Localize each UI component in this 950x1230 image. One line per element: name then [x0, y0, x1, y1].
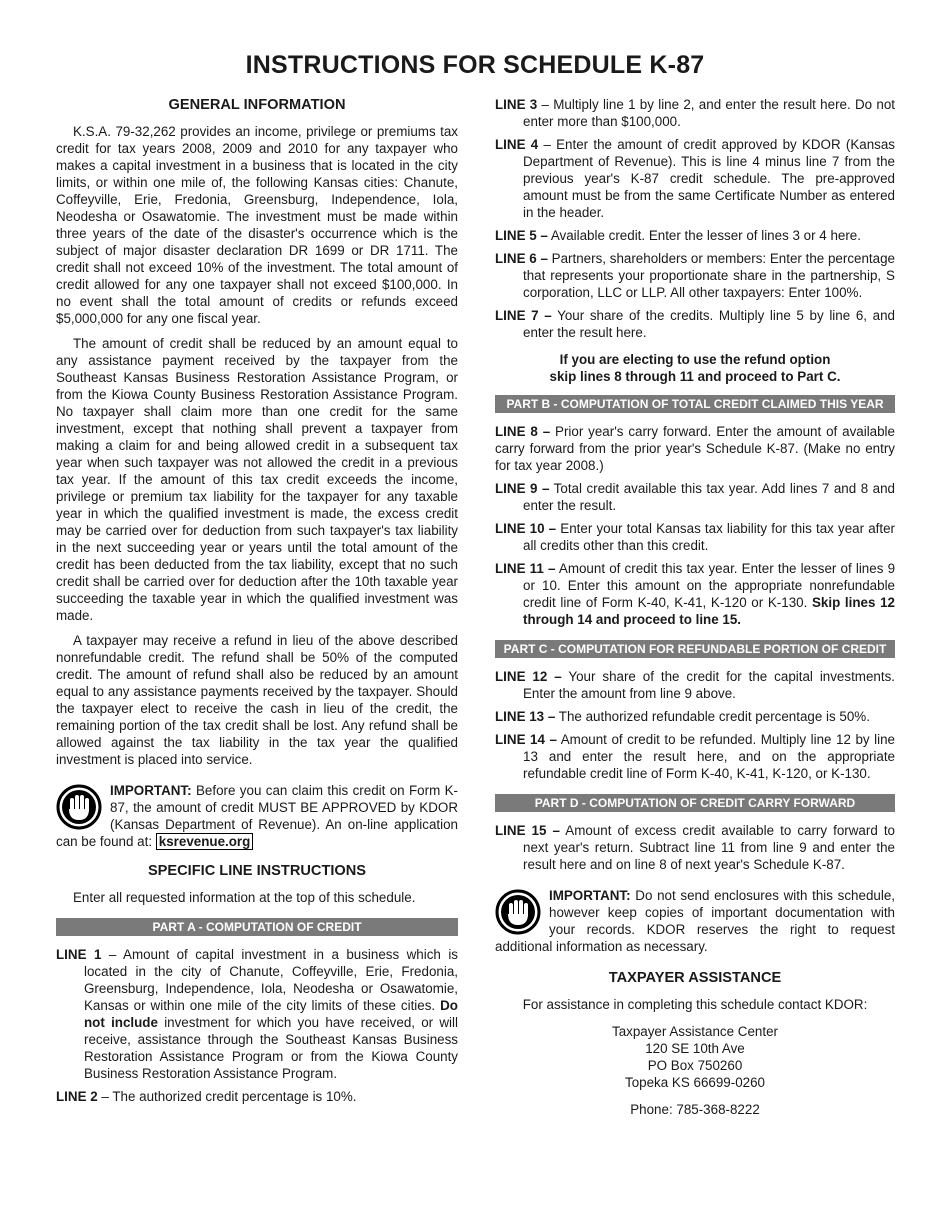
line-6-text: Partners, shareholders or members: Enter the percentage that represents your proportionate share in the partnership, S corporation, LLC or LLP. All other taxpayers: Enter 100%. [523, 251, 895, 300]
line-5-text: Available credit. Enter the lesser of lines 3 or 4 here. [550, 228, 861, 243]
part-b-bar: PART B - COMPUTATION OF TOTAL CREDIT CLAIMED THIS YEAR [495, 395, 895, 413]
line-9-instruction [495, 480, 895, 514]
line-14-label: LINE 14 – [495, 732, 557, 747]
line-1-instruction [56, 946, 458, 1082]
address-line-4: Topeka KS 66699-0260 [625, 1075, 765, 1090]
line-13-instruction [495, 708, 895, 725]
line-2-label: LINE 2 [56, 1089, 98, 1104]
line-1-bold: Do not include [84, 998, 458, 1030]
line-6-instruction [495, 250, 895, 301]
line-2-instruction [56, 1088, 458, 1105]
line-8-instruction [495, 423, 895, 474]
line-1-label: LINE 1 [56, 947, 102, 962]
important-notice-approval [56, 782, 458, 850]
line-12-text: Your share of the credit for the capital investments. Enter the amount from line 9 above. [523, 669, 895, 701]
ksrevenue-link[interactable]: ksrevenue.org [156, 833, 254, 850]
assistance-phone: Phone: 785-368-8222 [630, 1102, 760, 1117]
address-line-3: PO Box 750260 [647, 1058, 743, 1073]
hand-stop-icon [56, 784, 102, 830]
line-7-text: Your share of the credits. Multiply line 5 by line 6, and enter the result here. [523, 308, 895, 340]
important-2-label: IMPORTANT: [549, 888, 631, 903]
important-2-text: Do not send enclosures with this schedule, however keep copies of important documentation with your records. KDOR reserves the right to request additional information as necessary. [495, 888, 895, 954]
line-13-label: LINE 13 – [495, 709, 556, 724]
important-label: IMPORTANT: [110, 783, 192, 798]
line-11-text: Amount of credit this tax year. Enter the lesser of lines 9 or 10. Enter this amount on the appropriate nonrefundable credit line of Form K-40, K-41, K-120 or K-130. [523, 561, 896, 610]
line-3-label: LINE 3 [495, 97, 538, 112]
line-1-text: – Amount of capital investment in a business which is located in the city of Chanute, Coffeyville, Erie, Fredonia, Greensburg, Independence, Iola, Neodesha or Osawatomie, Kansas or within one mile of the city limits of these cities. [84, 947, 458, 1013]
specific-intro: Enter all requested information at the top of this schedule. [73, 890, 416, 905]
line-7-label: LINE 7 – [495, 308, 552, 323]
important-notice-enclosures [495, 887, 895, 955]
line-4-text: – Enter the amount of credit approved by KDOR (Kansas Department of Revenue). This is line 4 minus line 7 from the previous year's K-87 credit schedule. The pre-approved amount must be from the same Certificate Number as entered in the header. [523, 137, 895, 220]
line-10-label: LINE 10 – [495, 521, 557, 536]
line-5-instruction [495, 227, 895, 244]
line-1-text-2: investment for which you have received, or will receive, assistance through the Southeast Kansas Business Restoration Assistance Program or from the Kiowa County Business Restoration Assistance Program. [84, 1015, 458, 1081]
line-8-text: Prior year's carry forward. Enter the amount of available carry forward from the prior year's Schedule K-87. (Make no entry for tax year 2008.) [495, 424, 895, 473]
general-info-paragraph-1: K.S.A. 79-32,262 provides an income, privilege or premiums tax credit for tax years 2008, 2009 and 2010 for any taxpayer who makes a capital investment in a business that is located in the city limits, or within one mile of, the following Kansas cities: Chanute, Coffeyville, Erie, Fredonia, Greensburg, Independence, Iola, Neodesha or Osawatomie. The investment must be made within three years of the date of the disaster's occurrence which is the subject of major disaster declaration DR 1699 or DR 1711. The credit shall not exceed 10% of the investment. The total amount of credit allowed for any one taxpayer shall not exceed $100,000. In no event shall the total amount of credits or refunds exceed $5,000,000 for any one fiscal year. [56, 124, 458, 326]
line-3-text: – Multiply line 1 by line 2, and enter the result here. Do not enter more than $100,000. [523, 97, 895, 129]
important-text: Before you can claim this credit on Form K-87, the amount of credit MUST BE APPROVED by KDOR (Kansas Department of Revenue). An on-line application can be found at: [56, 783, 458, 849]
line-12-instruction [495, 668, 895, 702]
refund-note-line-2: skip lines 8 through 11 and proceed to Part C. [549, 369, 841, 384]
assistance-intro: For assistance in completing this schedule contact KDOR: [522, 997, 868, 1012]
general-info-paragraph-3: A taxpayer may receive a refund in lieu of the above described nonrefundable credit. The refund shall be 50% of the computed credit. The amount of refund shall also be reduced by an amount equal to any assistance payments received by the taxpayer. Should the taxpayer elect to receive the cash in lieu of the credit, the remaining portion of the tax credit shall be lost. Any refund shall be allowed against the tax liability in the tax year the qualified investment is placed into service. [56, 633, 458, 767]
assistance-address [495, 1023, 895, 1091]
line-11-label: LINE 11 – [495, 561, 556, 576]
address-line-1: Taxpayer Assistance Center [612, 1024, 778, 1039]
refund-option-note [495, 351, 895, 385]
line-10-text: Enter your total Kansas tax liability for this tax year after all credits other than this credit. [523, 521, 895, 553]
line-2-text: – The authorized credit percentage is 10%. [101, 1089, 357, 1104]
line-15-instruction [495, 822, 895, 873]
line-8-label: LINE 8 – [495, 424, 551, 439]
refund-note-line-1: If you are electing to use the refund option [559, 352, 831, 367]
line-5-label: LINE 5 – [495, 228, 548, 243]
line-12-label: LINE 12 – [495, 669, 562, 684]
general-info-paragraph-2: The amount of credit shall be reduced by an amount equal to any assistance payment received by the taxpayer from the Southeast Kansas Business Restoration Assistance Program, or from the Kiowa County Business Restoration Assistance Program. No taxpayer shall claim more than one credit for the same investment, except that nothing shall prevent a taxpayer from making a claim for and being allowed credit in a subsequent tax year when such taxpayer was not allowed the credit in a previous tax year. If the amount of this tax credit exceeds the income, privilege or premium tax liability for the taxpayer for any taxable year in which the qualified investment is made, the excess credit may be carried over for deduction from such taxpayer's tax liability in the next succeeding year or years until the total amount of the credit has been deducted from the tax liability, except that no such credit shall be carried over for deduction after the 10th taxable year succeeding the taxable year in which the qualified investment was made. [56, 336, 458, 623]
line-15-label: LINE 15 – [495, 823, 560, 838]
left-column [56, 96, 458, 1111]
specific-line-heading: SPECIFIC LINE INSTRUCTIONS [147, 863, 367, 879]
general-info-heading: GENERAL INFORMATION [168, 97, 346, 113]
line-9-text: Total credit available this tax year. Add lines 7 and 8 and enter the result. [523, 481, 895, 513]
part-d-bar: PART D - COMPUTATION OF CREDIT CARRY FORWARD [495, 794, 895, 812]
right-column [495, 96, 895, 1118]
part-c-bar: PART C - COMPUTATION FOR REFUNDABLE PORTION OF CREDIT [495, 640, 895, 658]
line-11-instruction [495, 560, 895, 628]
line-13-text: The authorized refundable credit percentage is 50%. [558, 709, 870, 724]
line-14-instruction [495, 731, 895, 782]
line-9-label: LINE 9 – [495, 481, 550, 496]
line-3-instruction [495, 96, 895, 130]
line-4-label: LINE 4 [495, 137, 539, 152]
line-10-instruction [495, 520, 895, 554]
hand-stop-icon [495, 889, 541, 935]
line-6-label: LINE 6 – [495, 251, 548, 266]
page-title: INSTRUCTIONS FOR SCHEDULE K-87 [245, 51, 705, 79]
address-line-2: 120 SE 10th Ave [645, 1041, 745, 1056]
taxpayer-assistance-heading: TAXPAYER ASSISTANCE [608, 970, 782, 986]
line-11-bold: Skip lines 12 through 14 and proceed to line 15. [523, 595, 895, 627]
line-15-text: Amount of excess credit available to carry forward to next year's return. Subtract line 11 from line 9 and enter the result here and on line 8 of next year's Schedule K-87. [523, 823, 895, 872]
line-14-text: Amount of credit to be refunded. Multiply line 12 by line 13 and enter the result here, and on the appropriate refundable credit line of Form K-40, K-41, K-120, or K-130. [523, 732, 895, 781]
part-a-bar: PART A - COMPUTATION OF CREDIT [56, 918, 458, 936]
line-7-instruction [495, 307, 895, 341]
line-4-instruction [495, 136, 895, 221]
